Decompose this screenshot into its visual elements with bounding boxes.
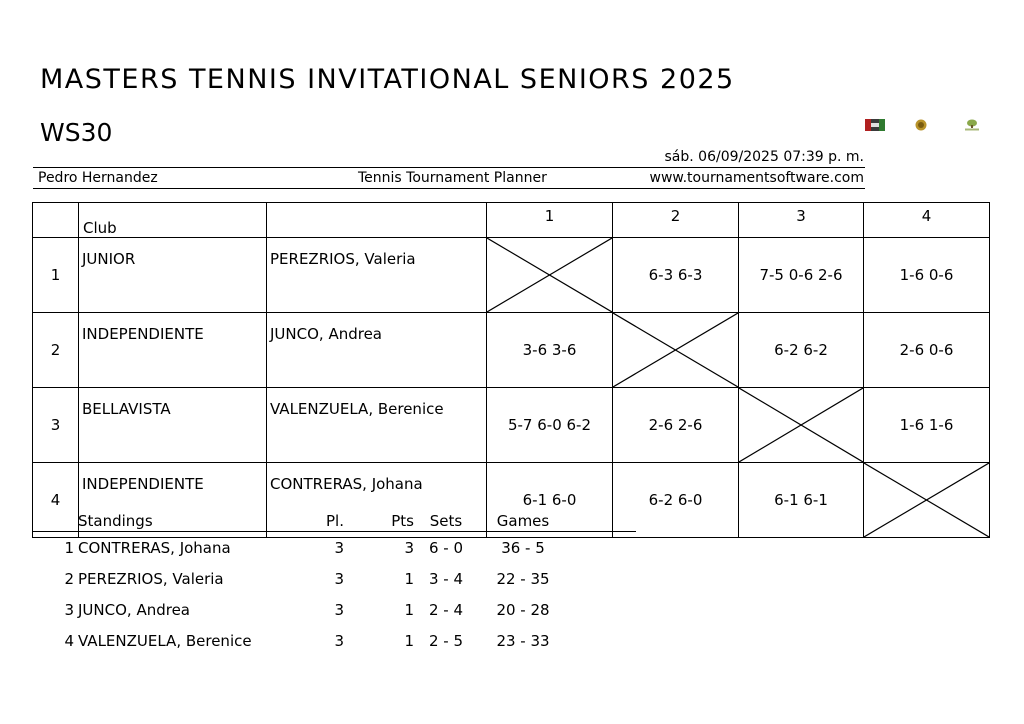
player-position: 3 <box>33 388 79 463</box>
standings-spacer <box>568 563 636 594</box>
header-divider-top <box>33 167 865 168</box>
club-column-header: Club <box>79 203 267 238</box>
player-club: INDEPENDIENTE <box>79 463 267 538</box>
tree-logo <box>962 119 982 131</box>
match-score[interactable]: 2-6 0-6 <box>864 313 990 388</box>
standings-rank-header <box>32 512 78 532</box>
sets-header: Sets <box>414 512 478 532</box>
match-score[interactable]: 1-6 1-6 <box>864 388 990 463</box>
standing-rank: 2 <box>64 569 74 588</box>
grid-corner-cell <box>33 203 79 238</box>
standings-spacer <box>568 594 636 625</box>
tournament-badge-logo <box>865 119 885 131</box>
header-divider-bottom <box>33 188 865 189</box>
diagonal-cross-icon <box>739 388 863 462</box>
standing-points: 1 <box>404 631 414 650</box>
report-datetime: sáb. 06/09/2025 07:39 p. m. <box>664 149 864 165</box>
standing-player-name[interactable]: VALENZUELA, Berenice <box>78 631 252 650</box>
player-name[interactable]: PEREZRIOS, Valeria <box>267 238 487 313</box>
player-row <box>33 388 990 463</box>
player-name[interactable]: JUNCO, Andrea <box>267 313 487 388</box>
standing-played: 3 <box>334 600 344 619</box>
diagonal-cross-icon <box>613 313 738 387</box>
standings-row <box>32 563 636 594</box>
self-match-cell <box>487 238 613 313</box>
player-club: JUNIOR <box>79 238 267 313</box>
played-header: Pl. <box>278 512 344 532</box>
standing-games: 22 - 35 <box>496 569 550 588</box>
gold-seal-logo <box>915 119 927 131</box>
standing-player-name[interactable]: CONTRERAS, Johana <box>78 538 231 557</box>
standing-points: 3 <box>404 538 414 557</box>
standing-rank: 4 <box>64 631 74 650</box>
standing-played: 3 <box>334 538 344 557</box>
match-score[interactable]: 2-6 2-6 <box>613 388 739 463</box>
standings-spacer <box>568 625 636 656</box>
standings-row <box>32 625 636 656</box>
standing-player-name[interactable]: PEREZRIOS, Valeria <box>78 569 224 588</box>
round-robin-grid <box>32 202 990 538</box>
standing-games: 23 - 33 <box>496 631 550 650</box>
match-score[interactable]: 6-1 6-0 <box>487 463 613 538</box>
standing-sets: 2 - 5 <box>428 631 464 650</box>
self-match-cell <box>613 313 739 388</box>
opponent-column-header: 4 <box>864 203 990 238</box>
opponent-column-header: 2 <box>613 203 739 238</box>
match-score[interactable]: 6-2 6-2 <box>739 313 864 388</box>
match-score[interactable]: 3-6 3-6 <box>487 313 613 388</box>
player-row <box>33 313 990 388</box>
page-title: MASTERS TENNIS INVITATIONAL SENIORS 2025 <box>40 64 735 95</box>
standings-spacer <box>568 532 636 564</box>
standing-games: 36 - 5 <box>501 538 545 557</box>
standings-row <box>32 532 636 564</box>
match-score[interactable]: 6-1 6-1 <box>739 463 864 538</box>
player-name[interactable]: CONTRERAS, Johana <box>267 463 487 538</box>
player-position: 2 <box>33 313 79 388</box>
standing-sets: 3 - 4 <box>428 569 464 588</box>
player-club: INDEPENDIENTE <box>79 313 267 388</box>
match-score[interactable]: 7-5 0-6 2-6 <box>739 238 864 313</box>
standing-player-name[interactable]: JUNCO, Andrea <box>78 600 190 619</box>
standing-points: 1 <box>404 569 414 588</box>
player-position: 1 <box>33 238 79 313</box>
standing-played: 3 <box>334 631 344 650</box>
points-header: Pts <box>344 512 414 532</box>
standings-table <box>32 512 636 656</box>
organizer-name: Pedro Hernandez <box>38 170 158 186</box>
software-name: Tennis Tournament Planner <box>358 170 547 186</box>
self-match-cell <box>864 463 990 538</box>
self-match-cell <box>739 388 864 463</box>
player-row <box>33 238 990 313</box>
games-header: Games <box>478 512 568 532</box>
grid-header-row <box>33 203 990 238</box>
standing-points: 1 <box>404 600 414 619</box>
match-score[interactable]: 1-6 0-6 <box>864 238 990 313</box>
standing-rank: 1 <box>64 538 74 557</box>
standings-header: Standings <box>78 512 278 532</box>
standing-rank: 3 <box>64 600 74 619</box>
opponent-column-header: 1 <box>487 203 613 238</box>
player-name[interactable]: VALENZUELA, Berenice <box>267 388 487 463</box>
standing-sets: 2 - 4 <box>428 600 464 619</box>
standings-header-row <box>32 512 636 532</box>
player-position: 4 <box>33 463 79 538</box>
opponent-column-header: 3 <box>739 203 864 238</box>
standings-spacer <box>568 512 636 532</box>
event-title: WS30 <box>40 118 113 147</box>
match-score[interactable]: 5-7 6-0 6-2 <box>487 388 613 463</box>
diagonal-cross-icon <box>864 463 989 537</box>
name-column-header <box>267 203 487 238</box>
match-score[interactable]: 6-3 6-3 <box>613 238 739 313</box>
match-score[interactable]: 6-2 6-0 <box>613 463 739 538</box>
website-link[interactable]: www.tournamentsoftware.com <box>649 170 864 186</box>
standing-games: 20 - 28 <box>496 600 550 619</box>
standings-row <box>32 594 636 625</box>
standing-sets: 6 - 0 <box>428 538 464 557</box>
diagonal-cross-icon <box>487 238 612 312</box>
player-club: BELLAVISTA <box>79 388 267 463</box>
standing-played: 3 <box>334 569 344 588</box>
